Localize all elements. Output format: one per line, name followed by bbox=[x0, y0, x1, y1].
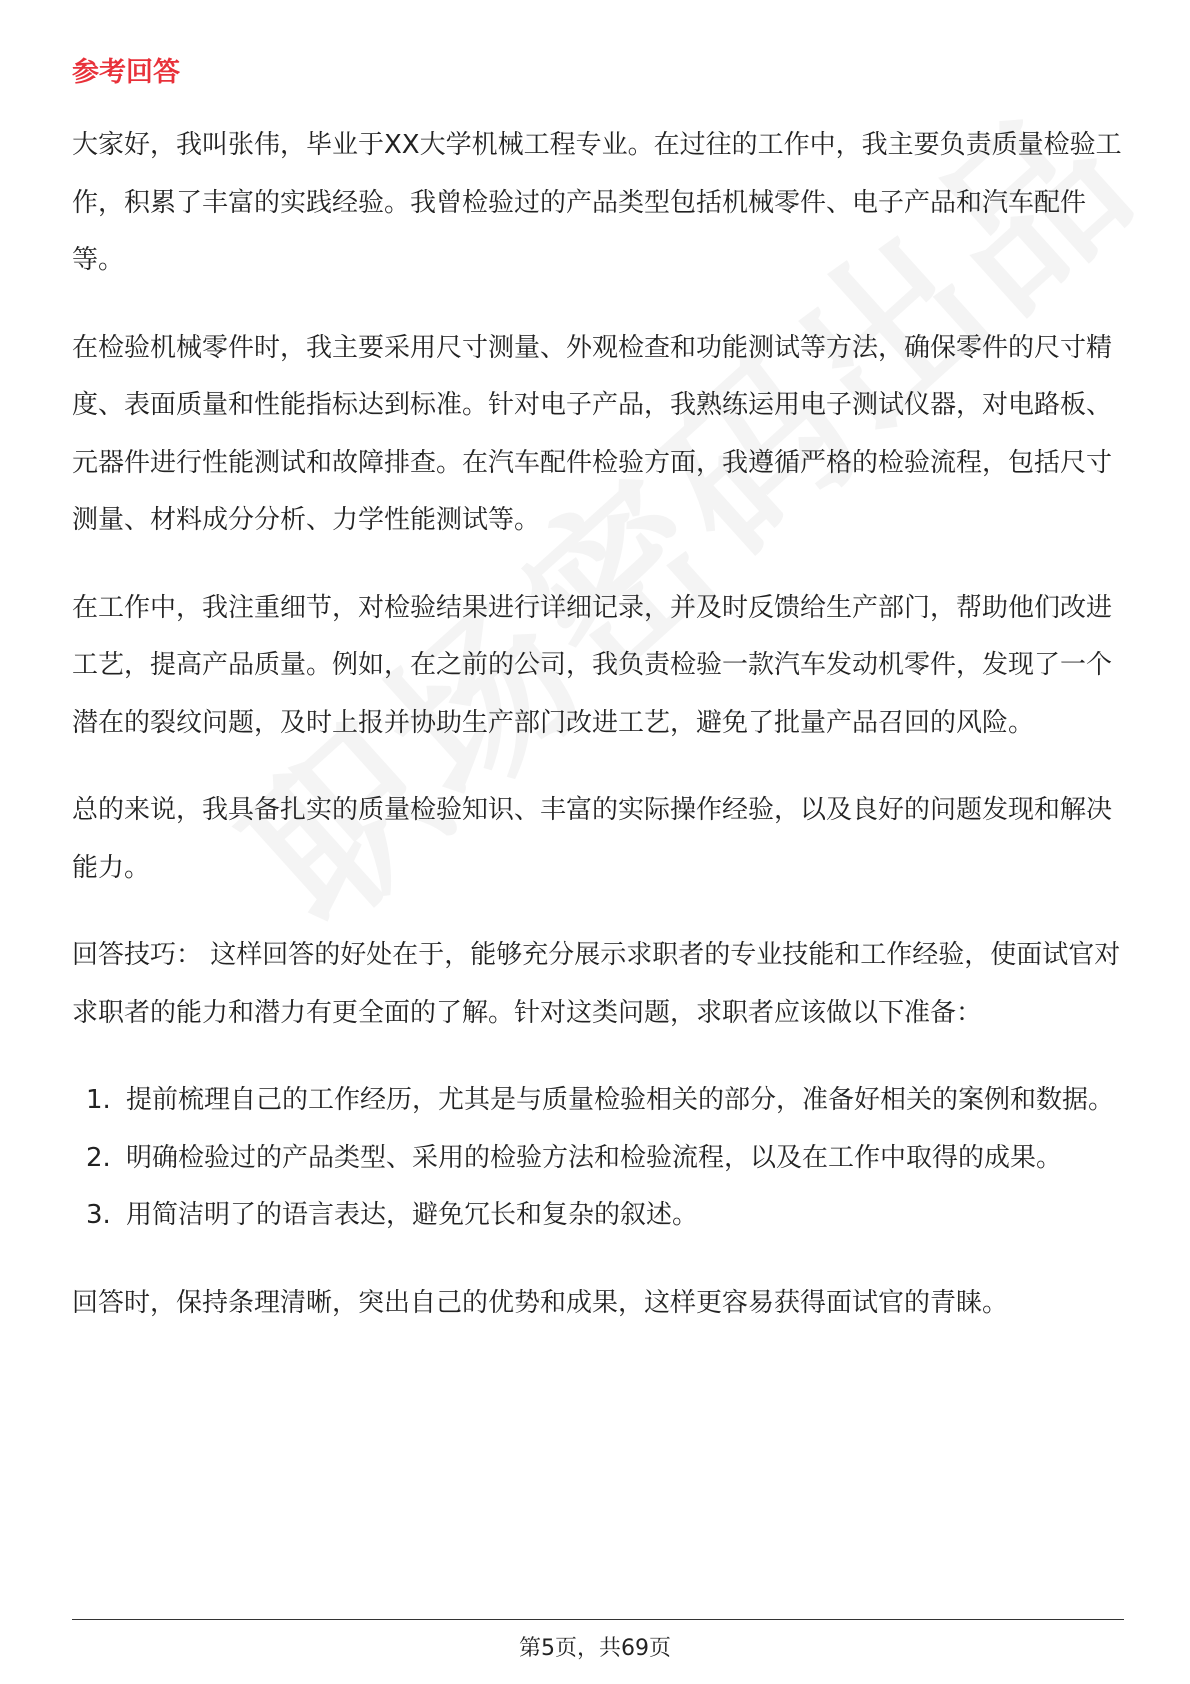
page-number: 第5页，共69页 bbox=[519, 1636, 671, 1661]
paragraph-summary: 总的来说，我具备扎实的质量检验知识、丰富的实际操作经验，以及良好的问题发现和解决能力。 bbox=[72, 795, 1113, 883]
paragraph-closing: 回答时，保持条理清晰，突出自己的优势和成果，这样更容易获得面试官的青睐。 bbox=[72, 1287, 1009, 1318]
list-item bbox=[72, 1072, 1124, 1130]
list-number: 1. bbox=[86, 1085, 111, 1115]
list-number: 3. bbox=[86, 1200, 111, 1230]
list-item bbox=[72, 1130, 1124, 1188]
tips-list bbox=[72, 1072, 1124, 1245]
paragraph-methods: 在检验机械零件时，我主要采用尺寸测量、外观检查和功能测试等方法，确保零件的尺寸精度、表面质量和性能指标达到标准。针对电子产品，我熟练运用电子测试仪器，对电路板、元器件进行性能测试和故障排查。在汽车配件检验方面，我遵循严格的检验流程，包括尺寸测量、材料成分分析、力学性能测试等。 bbox=[72, 332, 1113, 535]
paragraph-example: 在工作中，我注重细节，对检验结果进行详细记录，并及时反馈给生产部门，帮助他们改进工艺，提高产品质量。例如，在之前的公司，我负责检验一款汽车发动机零件，发现了一个潜在的裂纹问题，及时上报并协助生产部门改进工艺，避免了批量产品召回的风险。 bbox=[72, 592, 1113, 738]
list-item-text: 提前梳理自己的工作经历，尤其是与质量检验相关的部分，准备好相关的案例和数据。 bbox=[126, 1085, 1115, 1115]
list-item bbox=[72, 1187, 1124, 1245]
paragraph-tips-intro: 回答技巧： 这样回答的好处在于，能够充分展示求职者的专业技能和工作经验，使面试官对求职者的能力和潜力有更全面的了解。针对这类问题，求职者应该做以下准备： bbox=[72, 940, 1121, 1028]
list-number: 2. bbox=[86, 1142, 111, 1173]
list-item-text: 用简洁明了的语言表达，避免冗长和复杂的叙述。 bbox=[126, 1200, 699, 1230]
section-heading: 参考回答 bbox=[72, 57, 180, 88]
list-item-text: 明确检验过的产品类型、采用的检验方法和检验流程，以及在工作中取得的成果。 bbox=[126, 1142, 1063, 1173]
paragraph-intro: 大家好，我叫张伟，毕业于XX大学机械工程专业。在过往的工作中，我主要负责质量检验工作，积累了丰富的实践经验。我曾检验过的产品类型包括机械零件、电子产品和汽车配件等。 bbox=[72, 130, 1122, 275]
answer-body bbox=[72, 117, 1124, 1362]
footer-divider bbox=[72, 1619, 1124, 1620]
